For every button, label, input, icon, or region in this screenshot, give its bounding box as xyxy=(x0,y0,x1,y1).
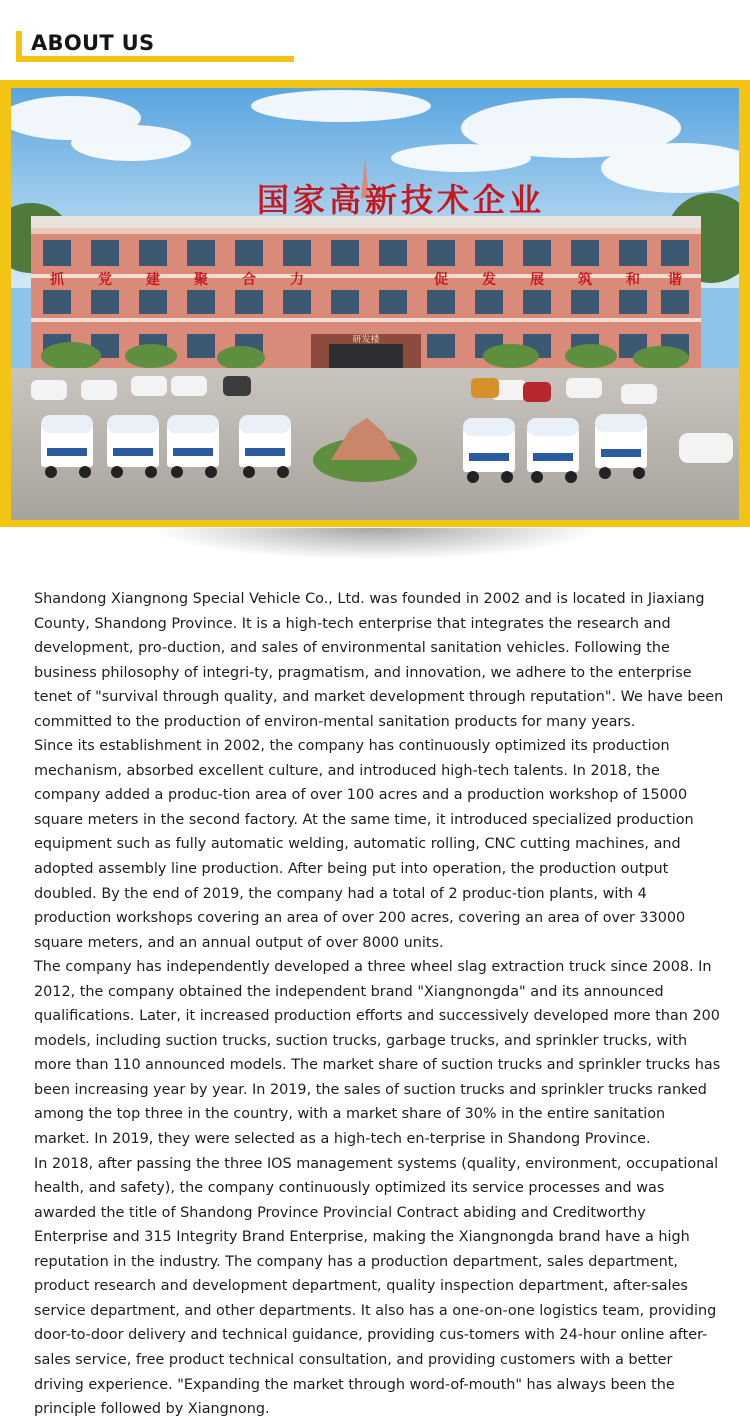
slogan-char: 建 xyxy=(146,272,160,288)
paragraph: Shandong Xiangnong Special Vehicle Co., Ltd. was founded in 2002 and is located in Jiaxiang County, Shandong Province. It is a high-tech enterprise that integrates the research and development, pro-duction, and sales of environmental sanitation vehicles. Following the business philosophy of integri-ty, pragmatism, and innovation, we adhere to the enterprise tenet of "survival through quality, and market development through reputation". We have been committed to the production of environ-mental sanitation products for many years. xyxy=(34,591,724,730)
section-header xyxy=(0,0,750,70)
slogan-char: 展 xyxy=(530,272,544,288)
slogan-char: 筑 xyxy=(578,272,592,288)
slogan-char: 谐 xyxy=(668,272,682,288)
paragraph: Since its establishment in 2002, the company has continuously optimized its production mechanism, absorbed excellent culture, and introduced high-tech talents. In 2018, the company added a produc-tion area of over 100 acres and a production workshop of 15000 square meters in the second factory. At the same time, it introduced specialized production equipment such as fully automatic welding, automatic rolling, CNC cutting machines, and adopted assembly line production. After being put into operation, the production output doubled. By the end of 2019, the company had a total of 2 produc-tion plants, with 4 production workshops covering an area of over 200 acres, covering an area of over 33000 square meters, and an annual output of over 8000 units. xyxy=(34,738,694,951)
slogan-char: 促 xyxy=(434,272,448,288)
header-underline xyxy=(16,56,294,62)
page-title: ABOUT US xyxy=(31,31,155,55)
slogan-char: 合 xyxy=(242,272,256,288)
slogan-char: 和 xyxy=(626,272,640,288)
slogan-char: 力 xyxy=(290,272,304,288)
slogan-char: 发 xyxy=(482,272,496,288)
factory-photo-illustration xyxy=(11,88,739,520)
header-accent-bar xyxy=(16,31,22,57)
slogan-char: 抓 xyxy=(50,272,64,288)
factory-photo xyxy=(11,88,739,520)
photo-frame xyxy=(0,80,750,527)
slogan-char: 党 xyxy=(98,272,112,288)
slogan-char: 聚 xyxy=(194,272,208,288)
photo-shadow xyxy=(150,528,600,560)
building-sign: 国家高新技术企业 xyxy=(256,181,546,219)
paragraph: In 2018, after passing the three IOS management systems (quality, environment, occupational health, and safety), the company continuously optimized its service processes and was awarded the title of Shandong Province Provincial Contract abiding and Creditworthy Enterprise and 315 Integrity Brand Enterprise, making the Xiangnongda brand have a high reputation in the industry. The company has a production department, sales department, product research and development department, quality inspection department, after-sales service department, and other departments. It also has a one-on-one logistics team, providing door-to-door delivery and technical guidance, providing cus-tomers with 24-hour online after-sales service, free product technical consultation, and providing customers with a better driving experience. "Expanding the market through word-of-mouth" has always been the principle followed by Xiangnong. xyxy=(34,1155,719,1418)
paragraph: The company has independently developed a three wheel slag extraction truck since 2008. In 2012, the company obtained the independent brand "Xiangnongda" and its announced qualifications. Later, it increased production efforts and successively developed more than 200 models, including suction trucks, suction trucks, garbage trucks, and sprinkler trucks, with more than 110 announced models. The market share of suction trucks and sprinkler trucks has been increasing year by year. In 2019, the sales of suction trucks and sprinkler trucks ranked among the top three in the country, with a market share of 30% in the entire sanitation market. In 2019, they were selected as a high-tech en-terprise in Shandong Province. xyxy=(34,959,721,1148)
about-text xyxy=(34,587,724,1422)
entrance-sign: 研发楼 xyxy=(352,335,380,345)
